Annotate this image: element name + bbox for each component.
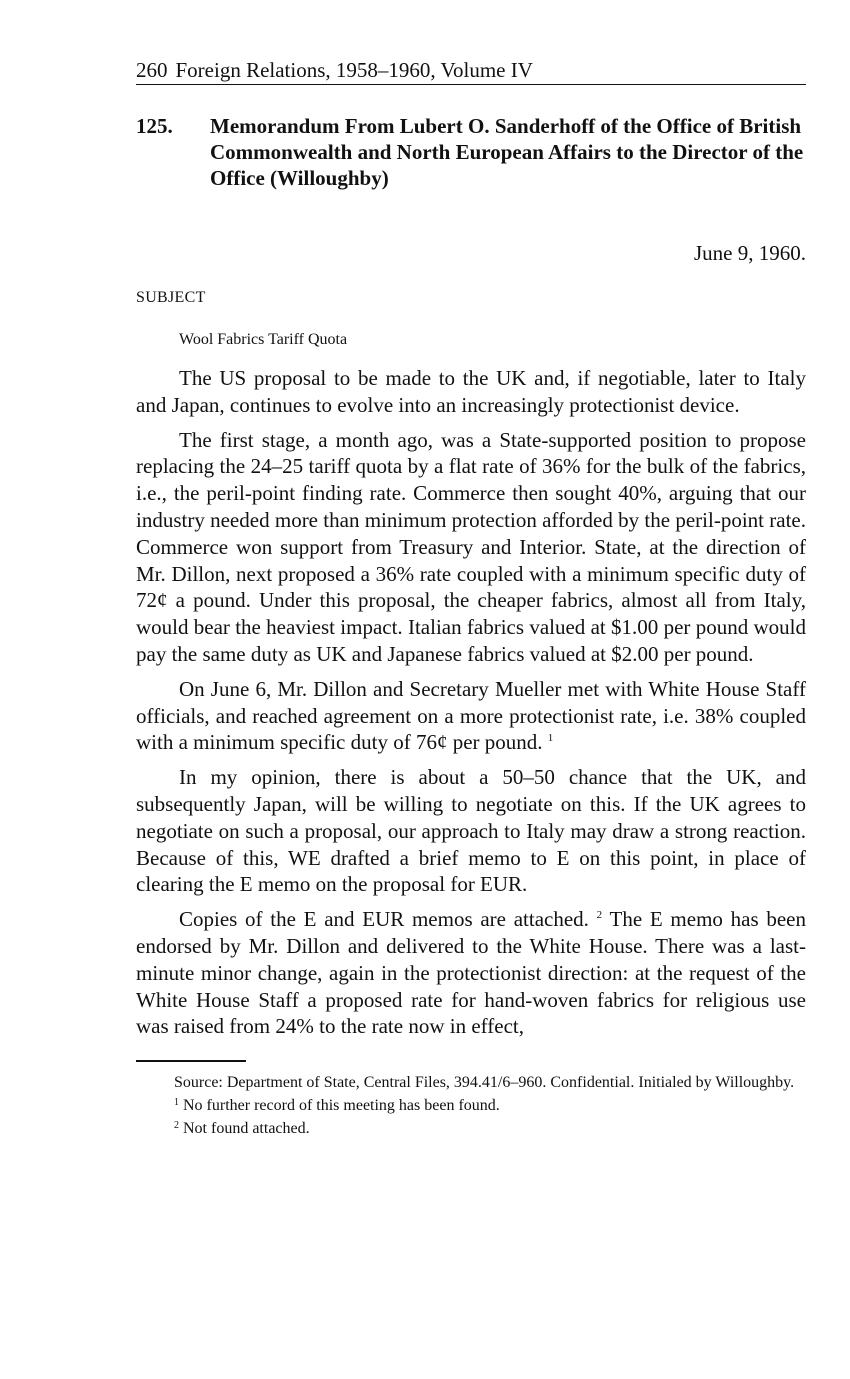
- paragraph: [136, 676, 806, 756]
- paragraph: [136, 365, 806, 419]
- footnote-text: No further record of this meeting has been found.: [183, 1097, 500, 1115]
- paragraph: [136, 906, 806, 1040]
- paragraph: [136, 764, 806, 898]
- paragraph-text: In my opinion, there is about a 50–50 chance that the UK, and subsequently Japan, will be willing to negotiate on this. If the UK agrees to negotiate on such a proposal, our approach to Italy may draw a strong reaction. Because of this, WE drafted a brief memo to E on this point, in place of clearing the E memo on the proposal for EUR.: [136, 765, 806, 897]
- footnote-text: Not found attached.: [183, 1120, 310, 1138]
- document-number: 125.: [136, 114, 173, 138]
- document-title: Memorandum From Lubert O. Sanderhoff of the Office of British Commonwealth and North European Affairs to the Director of the Office (Willoughby): [210, 114, 804, 190]
- document-heading: [136, 113, 806, 191]
- footnote-mark: 1: [174, 1097, 179, 1109]
- paragraph-text: Copies of the E and EUR memos are attached.: [179, 907, 589, 932]
- paragraph-text: On June 6, Mr. Dillon and Secretary Mueller met with White House Staff officials, and reached agreement on a more protectionist rate, i.e. 38% coupled with a minimum specific duty of 76¢ per pound.: [136, 676, 806, 755]
- volume-title: Foreign Relations, 1958–1960, Volume IV: [175, 58, 533, 82]
- paragraph-text: The first stage, a month ago, was a State-supported position to propose replacing the 24–25 tariff quota by a flat rate of 36% for the bulk of the fabrics, i.e., the peril-point finding rate. Commerce then sought 40%, arguing that our industry needed more than minimum protection afforded by the peril-point rate. Commerce won support from Treasury and Interior. State, at the direction of Mr. Dillon, next proposed a 36% rate coupled with a minimum specific duty of 72¢ a pound. Under this proposal, the cheaper fabrics, almost all from Italy, would bear the heaviest impact. Italian fabrics valued at $1.00 per pound would pay the same duty as UK and Japanese fabrics valued at $2.00 per pound.: [136, 427, 806, 666]
- paragraph: [136, 427, 806, 668]
- footnote-divider: [136, 1060, 246, 1062]
- source-note: Source: Department of State, Central Files, 394.41/6–960. Confidential. Initialed by Willoughby.: [174, 1074, 795, 1092]
- footnote-mark: 2: [174, 1120, 179, 1132]
- subject-text: Wool Fabrics Tariff Quota: [179, 331, 348, 348]
- footnote-ref: 2: [596, 909, 603, 922]
- page-number: 260: [136, 58, 168, 82]
- footnote: [136, 1118, 806, 1139]
- footnote: [136, 1095, 806, 1116]
- footnote-ref: 1: [547, 732, 554, 745]
- document-date: June 9, 1960.: [694, 241, 806, 265]
- memo-body: [136, 365, 806, 1040]
- paragraph-text: The US proposal to be made to the UK and, if negotiable, later to Italy and Japan, continues to evolve into an increasingly protectionist device.: [136, 366, 806, 417]
- footnotes: [136, 1072, 806, 1139]
- paragraph-text: The E memo has been endorsed by Mr. Dillon and delivered to the White House. There was a last-minute minor change, again in the protectionist direction: at the request of the White House Staff a proposed rate for hand-woven fabrics for religious use was raised from 24% to the rate now in effect,: [136, 907, 806, 1039]
- document-page: [136, 56, 806, 1141]
- subject-label: SUBJECT: [136, 289, 206, 306]
- running-head: [136, 56, 806, 85]
